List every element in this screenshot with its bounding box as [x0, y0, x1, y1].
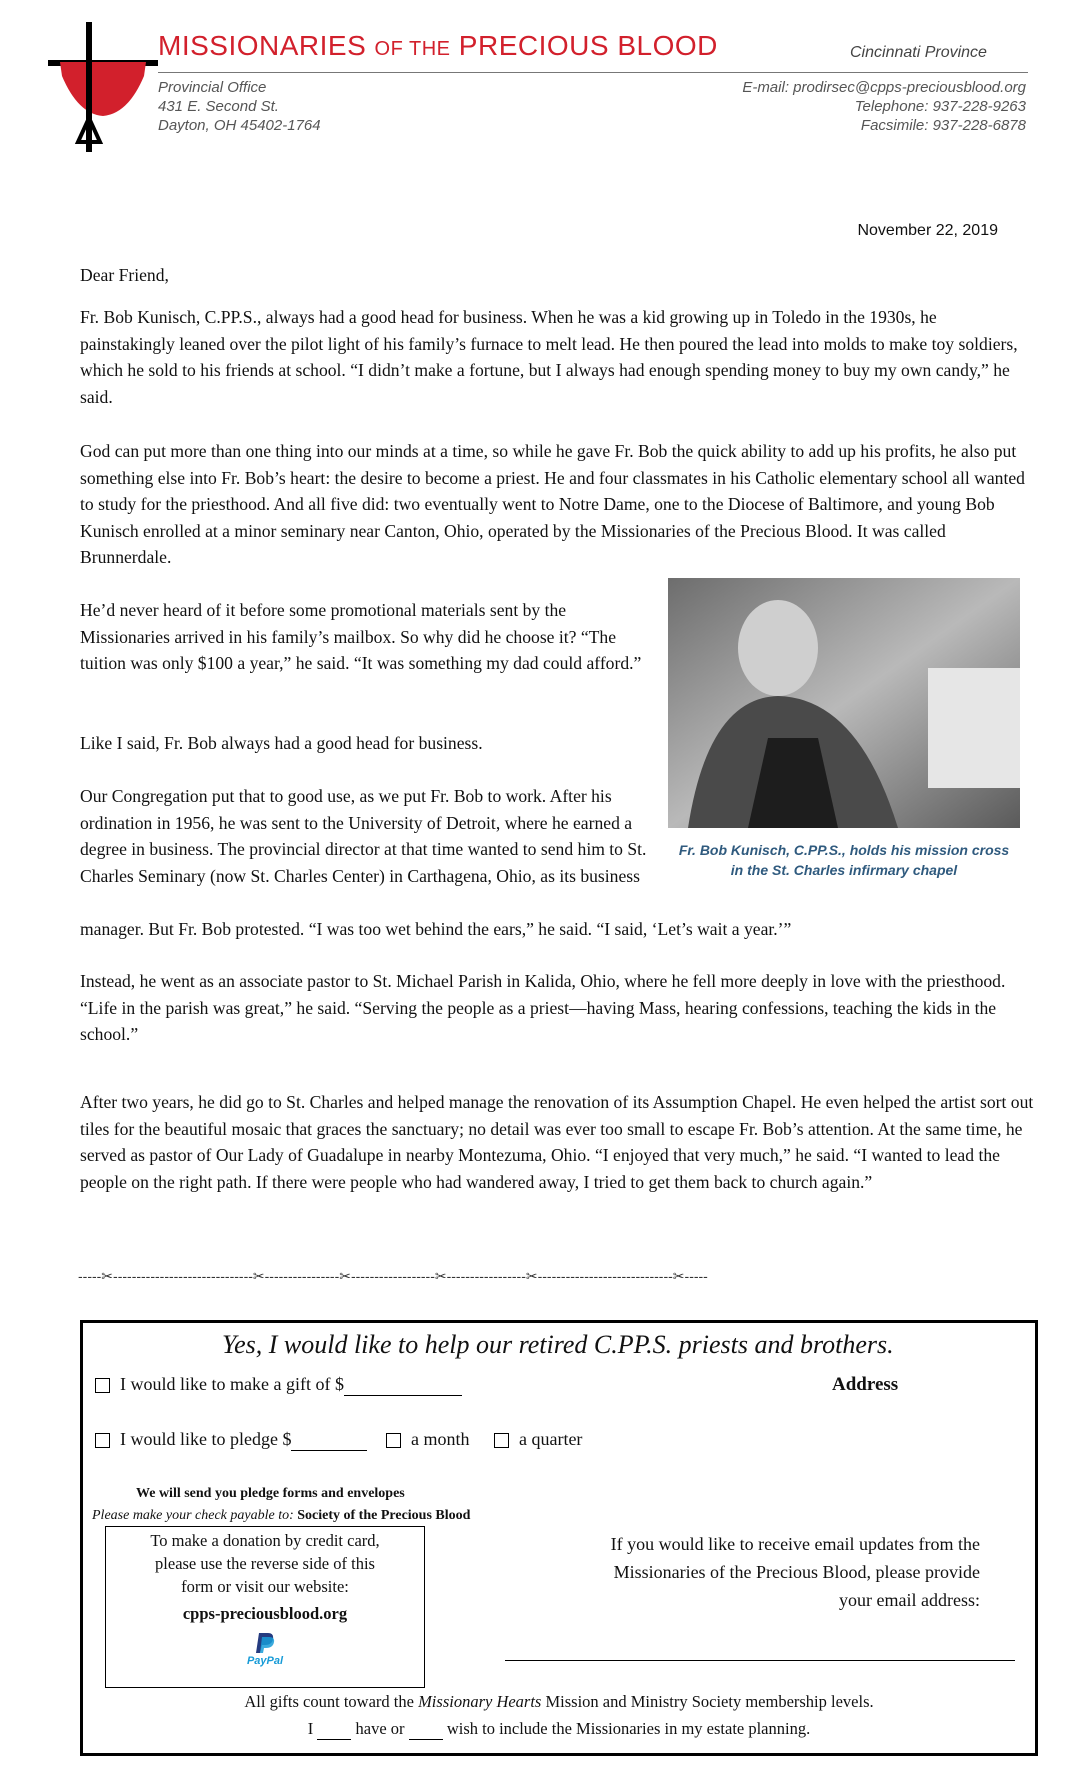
website-link[interactable]: cpps-preciousblood.org: [182, 1604, 348, 1623]
email-contact: E-mail: prodirsec@cpps-preciousblood.org: [742, 79, 1026, 96]
telephone-contact: Telephone: 937-228-9263: [854, 98, 1026, 115]
gifts-note-suffix: Mission and Ministry Society membership levels.: [545, 1692, 874, 1711]
photo-illustration: [668, 578, 1020, 828]
gift-amount-field[interactable]: [344, 1374, 462, 1396]
form-heading: Yes, I would like to help our retired C.PP.S. priests and brothers.: [222, 1330, 894, 1359]
pledge-note: We will send you pledge forms and envelopes: [136, 1486, 405, 1501]
paypal-icon: [254, 1631, 276, 1655]
gifts-note: [80, 1692, 1038, 1712]
quarterly-checkbox[interactable]: [494, 1433, 509, 1448]
gift-checkbox[interactable]: [95, 1378, 110, 1393]
org-name-part2: OF THE: [374, 38, 451, 60]
paragraph-3: He’d never heard of it before some promotional materials sent by the Missionaries arrived in his family’s mailbox. So why did he choose it? “The tuition was only $100 a year,” he said. “It was something my dad could afford.”: [80, 600, 642, 673]
paragraph-5-continued: manager. But Fr. Bob protested. “I was too wet behind the ears,” he said. “I said, ‘Let’s wait a year.’”: [80, 919, 792, 939]
payable-note: [92, 1508, 470, 1524]
header-divider: [158, 72, 1028, 73]
organization-name: [158, 30, 718, 62]
office-line: Dayton, OH 45402-1764: [158, 117, 321, 134]
cc-line: form or visit our website:: [181, 1577, 349, 1596]
province-label: Cincinnati Province: [850, 44, 987, 61]
cc-line: please use the reverse side of this: [155, 1554, 375, 1573]
office-line: Provincial Office: [158, 79, 267, 96]
quarterly-label: a quarter: [518, 1429, 583, 1449]
email-field[interactable]: [505, 1660, 1015, 1661]
email-request: [510, 1530, 980, 1614]
pledge-row: [95, 1429, 582, 1451]
office-address: [158, 78, 321, 135]
paragraph-2: God can put more than one thing into our minds at a time, so while he gave Fr. Bob the quick ability to add up his profits, he also put something else into Fr. Bob’s heart: the desire to become a priest. He and four classmates in his Catholic elementary school all wanted to study for the priesthood. And all five did: two eventually went to Notre Dame, one to the Diocese of Baltimore, and young Bob Kunisch enrolled at a minor seminary near Canton, Ohio, operated by the Missionaries of the Precious Blood. It was called Brunnerdale.: [80, 441, 1025, 567]
pledge-checkbox[interactable]: [95, 1433, 110, 1448]
cc-line: To make a donation by credit card,: [150, 1531, 380, 1550]
paypal-logo: [106, 1631, 424, 1667]
priest-photo: [668, 578, 1020, 828]
monthly-checkbox[interactable]: [386, 1433, 401, 1448]
email-request-line: Missionaries of the Precious Blood, please provide: [613, 1562, 980, 1582]
org-name-part3: PRECIOUS BLOOD: [458, 30, 718, 61]
estate-wish-field[interactable]: [409, 1719, 443, 1740]
estate-have-field[interactable]: [317, 1719, 351, 1740]
photo-caption: [668, 840, 1020, 880]
email-request-line: If you would like to receive email updates from the: [610, 1534, 980, 1554]
gifts-note-society: Missionary Hearts: [418, 1692, 542, 1711]
office-line: 431 E. Second St.: [158, 98, 279, 115]
estate-wish-label: wish to include the Missionaries in my estate planning.: [446, 1719, 811, 1738]
paragraph-6: Instead, he went as an associate pastor to St. Michael Parish in Kalida, Ohio, where he fell more deeply in love with the priesthood. “Life in the parish was great,” he said. “Serving the people as a priest—having Mass, hearing confessions, teaching the kids in the school.”: [80, 971, 1006, 1044]
photo-caption-line: in the St. Charles infirmary chapel: [730, 862, 958, 878]
salutation: Dear Friend,: [80, 265, 169, 285]
pledge-amount-field[interactable]: [291, 1429, 367, 1451]
fax-contact: Facsimile: 937-228-6878: [860, 117, 1026, 134]
gift-row: [95, 1374, 462, 1396]
payable-name: Society of the Precious Blood: [297, 1508, 471, 1523]
estate-prefix: I: [307, 1719, 314, 1738]
monthly-label: a month: [410, 1429, 470, 1449]
credit-card-box: [105, 1526, 425, 1688]
paragraph-5: Our Congregation put that to good use, as we put Fr. Bob to work. After his ordination in 1956, he was sent to the University of Detroit, where he earned a degree in business. The provincial director at that time wanted to send him to St. Charles Seminary (now St. Charles Center) in Carthagena, Ohio, as its business: [80, 786, 647, 886]
gift-label: I would like to make a gift of $: [120, 1374, 344, 1394]
email-request-line: your email address:: [839, 1590, 980, 1610]
paragraph-7: After two years, he did go to St. Charles and helped manage the renovation of its Assumption Chapel. He even helped the artist sort out tiles for the beautiful mosaic that graces the sanctuary; no detail was ever too small to escape Fr. Bob’s attention. At the same time, he served as pastor of Our Lady of Guadalupe in nearby Montezuma, Ohio. “I enjoyed that very much,” he said. “I wanted to lead the people on the right path. If there were people who had wandered away, I tried to get them back to church again.”: [80, 1092, 1034, 1192]
pledge-label: I would like to pledge $: [120, 1429, 292, 1449]
org-name-part1: MISSIONARIES: [158, 30, 367, 61]
cut-line: -----✂------------------------------✂----------------✂------------------✂-----------------✂-----------------------------✂-----: [78, 1268, 708, 1284]
organization-logo: [48, 22, 158, 152]
payable-prefix: Please make your check payable to:: [92, 1508, 294, 1523]
estate-have-label: have or: [355, 1719, 405, 1738]
paypal-text: PayPal: [246, 1655, 284, 1667]
contact-info: [742, 78, 1026, 135]
paragraph-1: Fr. Bob Kunisch, C.PP.S., always had a good head for business. When he was a kid growing up in Toledo in the 1930s, he painstakingly leaned over the pilot light of his family’s furnace to melt lead. He then poured the lead into molds to make toy soldiers, which he sold to his friends at school. “I didn’t make a fortune, but I always had enough spending money to buy my own candy,” he said.: [80, 307, 1018, 407]
estate-planning-row: [80, 1719, 1038, 1740]
paragraph-4: Like I said, Fr. Bob always had a good head for business.: [80, 733, 483, 753]
letter-date: November 22, 2019: [857, 222, 998, 239]
gifts-note-prefix: All gifts count toward the: [244, 1692, 414, 1711]
photo-caption-line: Fr. Bob Kunisch, C.PP.S., holds his mission cross: [678, 842, 1010, 858]
address-label: Address: [832, 1374, 899, 1395]
